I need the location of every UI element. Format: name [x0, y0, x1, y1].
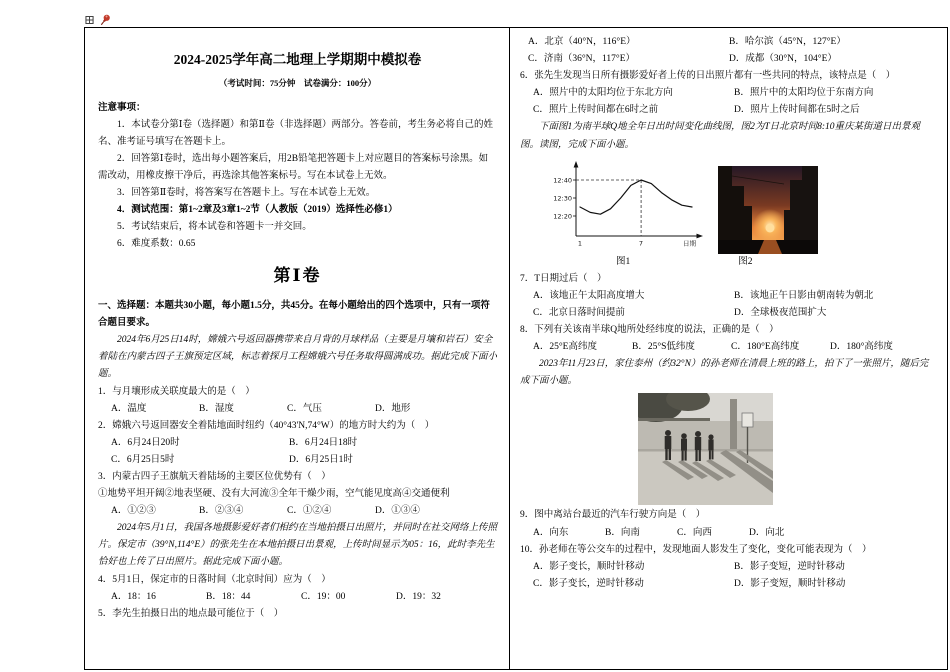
y-tick-1230: 12:30 — [553, 194, 572, 203]
question-7-stem: 7．T日期过后（ ） — [520, 273, 607, 284]
x-tick-1: 1 — [577, 239, 583, 248]
option-a: A．温度 — [111, 403, 147, 414]
option-a: A．北京（40°N，116°E） — [528, 37, 636, 47]
question-2-options — [98, 435, 497, 469]
right-column — [510, 28, 947, 669]
y-tick-1240: 12:40 — [553, 176, 572, 185]
notice-item-6: 6．难度系数：0.65 — [117, 239, 196, 250]
sunrise-curve — [580, 180, 692, 214]
x-axis-label: 日期 — [683, 239, 696, 248]
question-3-stem: 3．内蒙古四子王旗航天着陆场的主要区位优势有（ ） — [98, 471, 331, 482]
option-c: C．19：00 — [301, 591, 346, 602]
option-a: A．该地正午太阳高度增大 — [533, 290, 645, 301]
option-c: C．向西 — [677, 527, 712, 538]
question-1-options — [98, 401, 497, 418]
question-3-options — [98, 503, 497, 520]
notice-item-3: 3．回答第Ⅱ卷时，将答案写在答题卡上。写在本试卷上无效。 — [117, 188, 376, 199]
figure-2-caption: 图2 — [738, 256, 753, 267]
option-b: B．向南 — [605, 527, 640, 538]
option-d: D．成都（30°N，104°E） — [729, 54, 837, 65]
question-9-options — [520, 525, 935, 542]
question-6-options — [520, 85, 935, 119]
bus-photo-row — [638, 393, 935, 505]
y-tick-1220: 12:20 — [553, 212, 572, 221]
figure-row — [546, 158, 935, 254]
option-d: D．地形 — [375, 403, 411, 414]
option-b: B．18：44 — [206, 591, 251, 602]
option-b: B．6月24日18时 — [289, 437, 358, 448]
notice-item-2: 2．回答第Ⅰ卷时，选出每小题答案后，用2B铅笔把答题卡上对应题目的答案标号涂黑。如需改动，用橡皮擦干净后，再选涂其他答案标号。写在本试卷上无效。 — [98, 153, 489, 181]
column — [730, 399, 737, 451]
option-c: C．6月25日5时 — [111, 454, 175, 465]
option-b: B．湿度 — [199, 403, 234, 414]
choice-section-heading: 一、选择题：本题共30小题，每小题1.5分，共45分。在每小题给出的四个选项中，只有一项符合题目要求。 — [98, 301, 490, 329]
question-10-stem: 10．孙老师在等公交车的过程中，发现地面人影发生了变化，变化可能表现为（ ） — [520, 544, 872, 555]
question-7-options — [520, 288, 935, 322]
option-d: D．全球极夜范围扩大 — [734, 307, 827, 318]
question-8-stem: 8．下列有关该南半球Q地所处经纬度的说法，正确的是（ ） — [520, 325, 779, 336]
x-tick-peak: 7 — [638, 239, 644, 248]
figure-captions — [520, 254, 935, 271]
option-a: A．6月24日20时 — [111, 437, 180, 448]
passage-4: 2023年11月23日，家住泰州（约32°N）的孙老师在清晨上班的路上，拍下了一张照片，随后完成下面小题。 — [520, 359, 929, 387]
question-3-sub-items: ①地势平坦开阔②地表坚硬、没有大河流③全年干燥少雨，空气能见度高④交通便利 — [98, 489, 450, 500]
question-4-options — [98, 589, 497, 606]
option-c: C．北京日落时间提前 — [533, 307, 625, 318]
curb-edge — [638, 449, 773, 452]
figure-1-caption: 图1 — [616, 256, 631, 267]
question-5-stem: 5．李先生拍摄日出的地点最可能位于（ ） — [98, 608, 284, 619]
option-d: D．19：32 — [396, 591, 441, 602]
passage-3: 下面图1为南半球Q地全年日出时间变化曲线图，图2为T日北京时间8:10重庆某街道日出景观图。读图，完成下面小题。 — [520, 122, 921, 150]
option-b: B．②③④ — [199, 506, 244, 517]
option-d: D．影子变短，顺时针移动 — [734, 578, 846, 589]
x-axis-arrow — [697, 233, 704, 238]
y-axis-arrow — [574, 161, 579, 168]
option-b: B．照片中的太阳均位于东南方向 — [734, 88, 874, 99]
question-9-stem: 9．图中离站台最近的汽车行驶方向是（ ） — [520, 510, 706, 521]
option-c: C．照片上传时间都在6时之前 — [533, 105, 659, 116]
table-anchor-icon[interactable]: ⊞ — [84, 12, 95, 27]
left-column — [85, 28, 509, 669]
option-d: D．①③④ — [375, 506, 420, 517]
passage-1: 2024年6月25日14时，嫦娥六号返回器携带来自月背的月球样品（主要是月壤和岩石）安全着陆在内蒙古四子王旗预定区域，标志着探月工程嫦娥六号任务取得圆满成功。据此完成下面小题。 — [98, 335, 498, 380]
question-10-options — [520, 559, 935, 593]
bus-stop-sign — [742, 413, 753, 427]
notice-label: 注意事项： — [98, 102, 146, 113]
option-c: C．180°E高纬度 — [731, 342, 800, 353]
option-c: C．①②④ — [287, 506, 332, 517]
option-d: D．180°高纬度 — [830, 342, 893, 353]
option-b: B．25°S低纬度 — [632, 342, 695, 353]
notice-item-4: 4．测试范围：第1~2章及3章1~2节（人教版（2019）选择性必修1） — [117, 205, 398, 216]
passage-2: 2024年5月1日，我国各地摄影爱好者们相约在当地拍摄日出照片，并同时在社交网络上传照片。保定市（39°N,114°E）的张先生在本地拍摄日出景观，上传时间显示为05：16，此时李先生恰好也上传了日出照片。据此完成下面小题。 — [98, 523, 498, 568]
sun — [766, 223, 775, 232]
notice-item-5: 5．考试结束后，将本试卷和答题卡一并交回。 — [117, 222, 312, 233]
option-a: A．①②③ — [111, 506, 156, 517]
option-b: B．哈尔滨（45°N，127°E） — [729, 37, 846, 47]
exam-subtitle: （考试时间：75分钟 试卷满分：100分） — [218, 78, 377, 89]
option-d: D．向北 — [749, 527, 785, 538]
editor-anchor-icons — [84, 13, 112, 27]
exam-title: 2024-2025学年高二地理上学期期中模拟卷 — [173, 52, 422, 67]
exam-sheet — [84, 27, 948, 670]
pin-icon[interactable] — [98, 13, 112, 27]
sunrise-time-chart — [546, 158, 708, 254]
question-4-stem: 4．5月1日，保定市的日落时间（北京时间）应为（ ） — [98, 574, 331, 585]
option-b: B．影子变短，逆时针移动 — [734, 561, 845, 572]
option-a: A．影子变长，顺时针移动 — [533, 561, 645, 572]
notice-item-1: 1．本试卷分第Ⅰ卷（选择题）和第Ⅱ卷（非选择题）两部分。答卷前，考生务必将自己的姓名、准考证号填写在答题卡上。 — [98, 119, 493, 147]
sunset-street-photo — [718, 166, 818, 254]
bus-stop-photo — [638, 393, 773, 505]
question-5-options — [520, 34, 935, 68]
option-a: A．25°E高纬度 — [533, 342, 597, 353]
option-d: D．照片上传时间都在5时之后 — [734, 105, 860, 116]
option-c: C．影子变长，逆时针移动 — [533, 578, 644, 589]
option-a: A．向东 — [533, 527, 569, 538]
question-1-stem: 1．与月壤形成关联度最大的是（ ） — [98, 386, 255, 397]
option-a: A．照片中的太阳均位于东北方向 — [533, 88, 673, 99]
option-b: B．该地正午日影由朝南转为朝北 — [734, 290, 874, 301]
option-d: D．6月25日1时 — [289, 454, 353, 465]
option-a: A．18：16 — [111, 591, 156, 602]
option-c: C．气压 — [287, 403, 322, 414]
option-c: C．济南（36°N，117°E） — [528, 54, 635, 65]
part-1-heading: 第Ⅰ卷 — [273, 266, 322, 286]
question-6-stem: 6．张先生发现当日所有摄影爱好者上传的日出照片都有一些共同的特点，该特点是（ ） — [520, 71, 896, 82]
question-8-options — [520, 339, 935, 356]
question-2-stem: 2．嫦娥六号返回器安全着陆地面时纽约（40°43'N,74°W）的地方时大约为（ ） — [98, 420, 435, 431]
shelter-canopy-edge — [638, 418, 710, 421]
